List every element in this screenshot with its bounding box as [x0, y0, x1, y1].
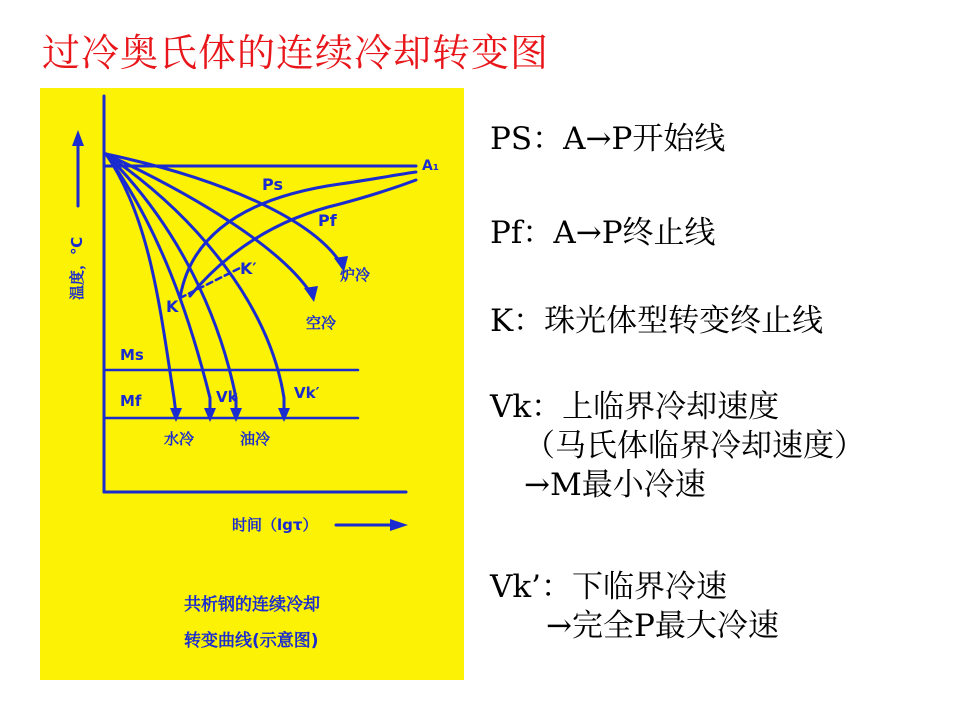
legend-pf: Pf：A→P终止线 — [490, 215, 716, 251]
legend-vk-line3: →M最小冷速 — [524, 466, 706, 503]
y-axis-label: 温度，℃ — [68, 236, 86, 300]
diagram-caption-line2: 转变曲线(示意图) — [184, 631, 319, 651]
legend-vk-prime — [490, 568, 779, 646]
legend-k: K：珠光体型转变终止线 — [490, 303, 824, 339]
y-axis-arrowhead — [72, 130, 84, 146]
vk-prime-arrowhead — [278, 408, 290, 422]
legend-vk-line1: Vk：上临界冷却速度 — [490, 389, 780, 425]
water-cool-arrowhead — [170, 408, 182, 422]
legend-vk-prime-line2: →完全P最大冷速 — [546, 607, 779, 644]
legend-vk — [490, 388, 865, 504]
furnace-cool-label: 炉冷 — [340, 266, 371, 284]
a1-label: A₁ — [422, 158, 439, 174]
legend-vk-prime-line1: Vk’：下临界冷速 — [490, 569, 728, 605]
cct-diagram — [40, 88, 464, 680]
cct-diagram-svg — [40, 88, 464, 680]
oil-cool-label: 油冷 — [240, 430, 271, 448]
slide-title: 过冷奥氏体的连续冷却转变图 — [42, 31, 550, 75]
vk-label: Vk — [216, 388, 238, 406]
k-prime-label: K′ — [240, 259, 257, 278]
water-cool-label: 水冷 — [164, 430, 195, 448]
legend-ps: PS：A→P开始线 — [490, 121, 726, 157]
diagram-caption-line1: 共析钢的连续冷却 — [184, 595, 320, 615]
k-label: K — [166, 297, 179, 316]
air-cool-label: 空冷 — [306, 314, 337, 332]
vk-prime-label: Vk′ — [294, 384, 320, 402]
pf-label: Pf — [318, 211, 337, 230]
x-axis-label: 时间（lgτ） — [232, 516, 318, 534]
air-cool-arrowhead — [304, 286, 318, 302]
legend-vk-line2: （马氏体临界冷却速度） — [524, 427, 865, 464]
mf-label: Mf — [120, 392, 142, 410]
ps-label: Ps — [262, 175, 283, 194]
ms-label: Ms — [120, 346, 144, 364]
oil-cool-arrowhead — [230, 408, 242, 422]
pf-curve — [190, 180, 416, 296]
vk-arrowhead — [204, 408, 216, 422]
x-axis-arrowhead — [390, 519, 408, 531]
